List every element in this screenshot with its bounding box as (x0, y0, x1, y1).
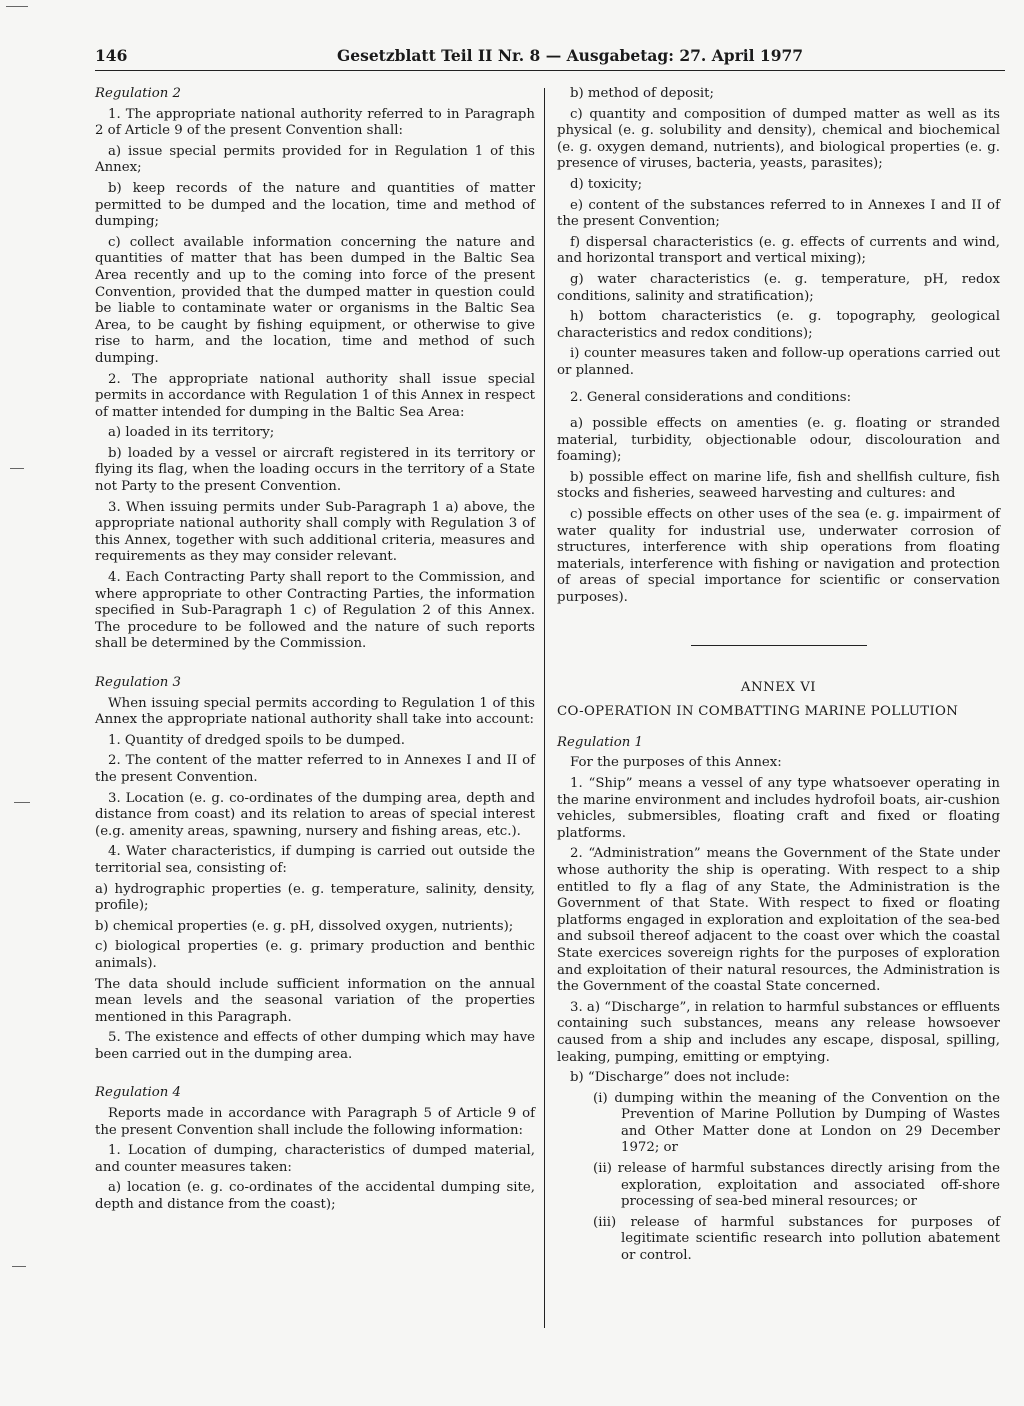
paragraph: 3. Location (e. g. co-ordinates of the dumping area, depth and distance from coast) and its relation to areas of special interest (e.g. amenity areas, spawning, nursery and fishing areas, etc.). (95, 790, 535, 839)
right-column (557, 86, 1000, 1269)
paragraph: i) counter measures taken and follow-up operations carried out or planned. (557, 346, 1000, 378)
margin-mark (0, 2, 40, 12)
annex-regulation-1-heading: Regulation 1 (557, 734, 643, 750)
paragraph: b) loaded by a vessel or aircraft registered in its territory or flying its flag, when the loading occurs in the territory of a State not Party to the present Convention. (95, 445, 535, 495)
paragraph: 4. Water characteristics, if dumping is carried out outside the territorial sea, consisting of: (95, 844, 535, 876)
left-column (95, 86, 535, 1218)
annex-subtitle: CO-OPERATION IN COMBATTING MARINE POLLUTION (557, 704, 959, 720)
paragraph: 2. The content of the matter referred to in Annexes I and II of the present Convention. (95, 753, 535, 785)
paragraph: 1. The appropriate national authority referred to in Paragraph 2 of Article 9 of the present Convention shall: (95, 106, 535, 139)
paragraph: 5. The existence and effects of other dumping which may have been carried out in the dumping area. (95, 1030, 535, 1062)
paragraph: a) possible effects on amenties (e. g. floating or stranded material, turbidity, objectionable odour, discolouration and foaming); (557, 416, 1000, 465)
paragraph: When issuing special permits according to Regulation 1 of this Annex the appropriate national authority shall take into account: (95, 695, 535, 728)
margin-mark (0, 464, 40, 474)
paragraph: b) “Discharge” does not include: (570, 1070, 790, 1086)
paragraph: 3. a) “Discharge”, in relation to harmful substances or effluents containing such substances, means any release howsoever caused from a ship and includes any escape, disposal, spilling, leaking, pumping, emitting or emptying. (557, 999, 1000, 1065)
paragraph: 1. “Ship” means a vessel of any type whatsoever operating in the marine environment and includes hydrofoil boats, air-cushion vehicles, submersibles, floating craft and fixed or floating platforms. (557, 776, 1000, 841)
margin-mark (0, 798, 40, 808)
paragraph: a) location (e. g. co-ordinates of the accidental dumping site, depth and distance from the coast); (95, 1180, 535, 1213)
paragraph: c) biological properties (e. g. primary production and benthic animals). (95, 939, 535, 971)
margin-mark (0, 1262, 40, 1272)
paragraph: a) issue special permits provided for in Regulation 1 of this Annex; (95, 143, 535, 176)
paragraph: a) loaded in its territory; (108, 425, 275, 441)
paragraph: For the purposes of this Annex: (570, 755, 782, 771)
list-item: (i) dumping within the meaning of the Convention on the Prevention of Marine Pollution by Dumping of Wastes and Other Matter done at London on 29 December 1972; or (593, 1090, 1000, 1156)
paragraph: h) bottom characteristics (e. g. topography, geological characteristics and redox conditions); (557, 309, 1000, 341)
paragraph: g) water characteristics (e. g. temperature, pH, redox conditions, salinity and stratification); (557, 271, 1000, 304)
paragraph: b) chemical properties (e. g. pH, dissolved oxygen, nutrients); (95, 918, 514, 934)
paragraph: The data should include sufficient information on the annual mean levels and the seasonal variation of the properties mentioned in this Paragraph. (95, 976, 535, 1025)
regulation-2-heading: Regulation 2 (95, 86, 181, 101)
paragraph: 4. Each Contracting Party shall report to the Commission, and where appropriate to other Contracting Parties, the information specified in Sub-Paragraph 1 c) of Regulation 2 of this Annex. The procedure to be followed and the nature of such reports shall be determined by the Commission. (95, 570, 535, 652)
paragraph: 3. When issuing permits under Sub-Paragraph 1 a) above, the appropriate national authority shall comply with Regulation 3 of this Annex, together with such additional criteria, measures and requirements as they may consider relevant. (95, 499, 535, 565)
paragraph: 1. Location of dumping, characteristics of dumped material, and counter measures taken: (95, 1143, 535, 1175)
paragraph: 2. General considerations and conditions: (570, 389, 852, 405)
paragraph: c) possible effects on other uses of the sea (e. g. impairment of water quality for industrial use, underwater corrosion of structures, interference with ship operations from floating materials, interference with fishing or navigation and protection of areas of special importance for scientific or conservation purposes). (557, 507, 1000, 606)
annex-title: ANNEX VI (740, 679, 817, 695)
running-head: Gesetzblatt Teil II Nr. 8 — Ausgabetag: 27. April 1977 (337, 46, 804, 65)
regulation-4-heading: Regulation 4 (95, 1085, 181, 1101)
regulation-3-heading: Regulation 3 (95, 675, 181, 690)
page-header (95, 46, 1005, 72)
paragraph: a) hydrographic properties (e. g. temperature, salinity, density, profile); (95, 881, 535, 914)
paragraph: 2. “Administration” means the Government of the State under whose authority the ship is operating. With respect to a ship entitled to fly a flag of any State, the Administration is the Government of that State. With respect to fixed or floating platforms engaged in exploration and exploitation of the sea-bed and subsoil thereof adjacent to the coast over which the coastal State exercices sovereign rights for the purposes of exploration and exploitation of their natural resources, the Administration is the Government of the coastal State concerned. (557, 846, 1000, 995)
list-item: (ii) release of harmful substances directly arising from the exploration, exploitation and associated off-shore processing of sea-bed mineral resources; or (593, 1161, 1000, 1210)
paragraph: Reports made in accordance with Paragraph 5 of Article 9 of the present Convention shall include the following information: (95, 1106, 535, 1138)
page-number: 146 (95, 46, 128, 65)
paragraph: b) method of deposit; (570, 86, 715, 101)
paragraph: b) keep records of the nature and quantities of matter permitted to be dumped and the location, time and method of dumping; (95, 180, 535, 230)
list-item: (iii) release of harmful substances for purposes of legitimate scientific research into pollution abatement or control. (593, 1214, 1000, 1264)
paragraph: 1. Quantity of dredged spoils to be dumped. (108, 732, 405, 748)
paragraph: c) quantity and composition of dumped matter as well as its physical (e. g. solubility and density), chemical and biochemical (e. g. oxygen demand, nutrients), and biological properties (e. g. presence of viruses, bacteria, yeasts, parasites); (557, 106, 1000, 172)
section-divider (691, 645, 867, 646)
header-rule (95, 70, 1005, 71)
paragraph: d) toxicity; (570, 176, 643, 192)
paragraph: f) dispersal characteristics (e. g. effects of currents and wind, and horizontal transport and vertical mixing); (557, 234, 1000, 267)
paragraph: c) collect available information concerning the nature and quantities of matter that has been dumped in the Baltic Sea Area recently and up to the coming into force of the present Convention, provided that the dumped matter in question could be liable to contaminate water or organisms in the Baltic Sea Area, to be caught by fishing equipment, or otherwise to give rise to harm, and the location, time and method of such dumping. (95, 234, 535, 366)
paragraph: 2. The appropriate national authority shall issue special permits in accordance with Regulation 1 of this Annex in respect of matter intended for dumping in the Baltic Sea Area: (95, 371, 535, 420)
paragraph: e) content of the substances referred to in Annexes I and II of the present Convention; (557, 197, 1000, 230)
paragraph: b) possible effect on marine life, fish and shellfish culture, fish stocks and fisheries, seaweed harvesting and cultures: and (557, 469, 1000, 502)
column-divider (544, 88, 545, 1328)
